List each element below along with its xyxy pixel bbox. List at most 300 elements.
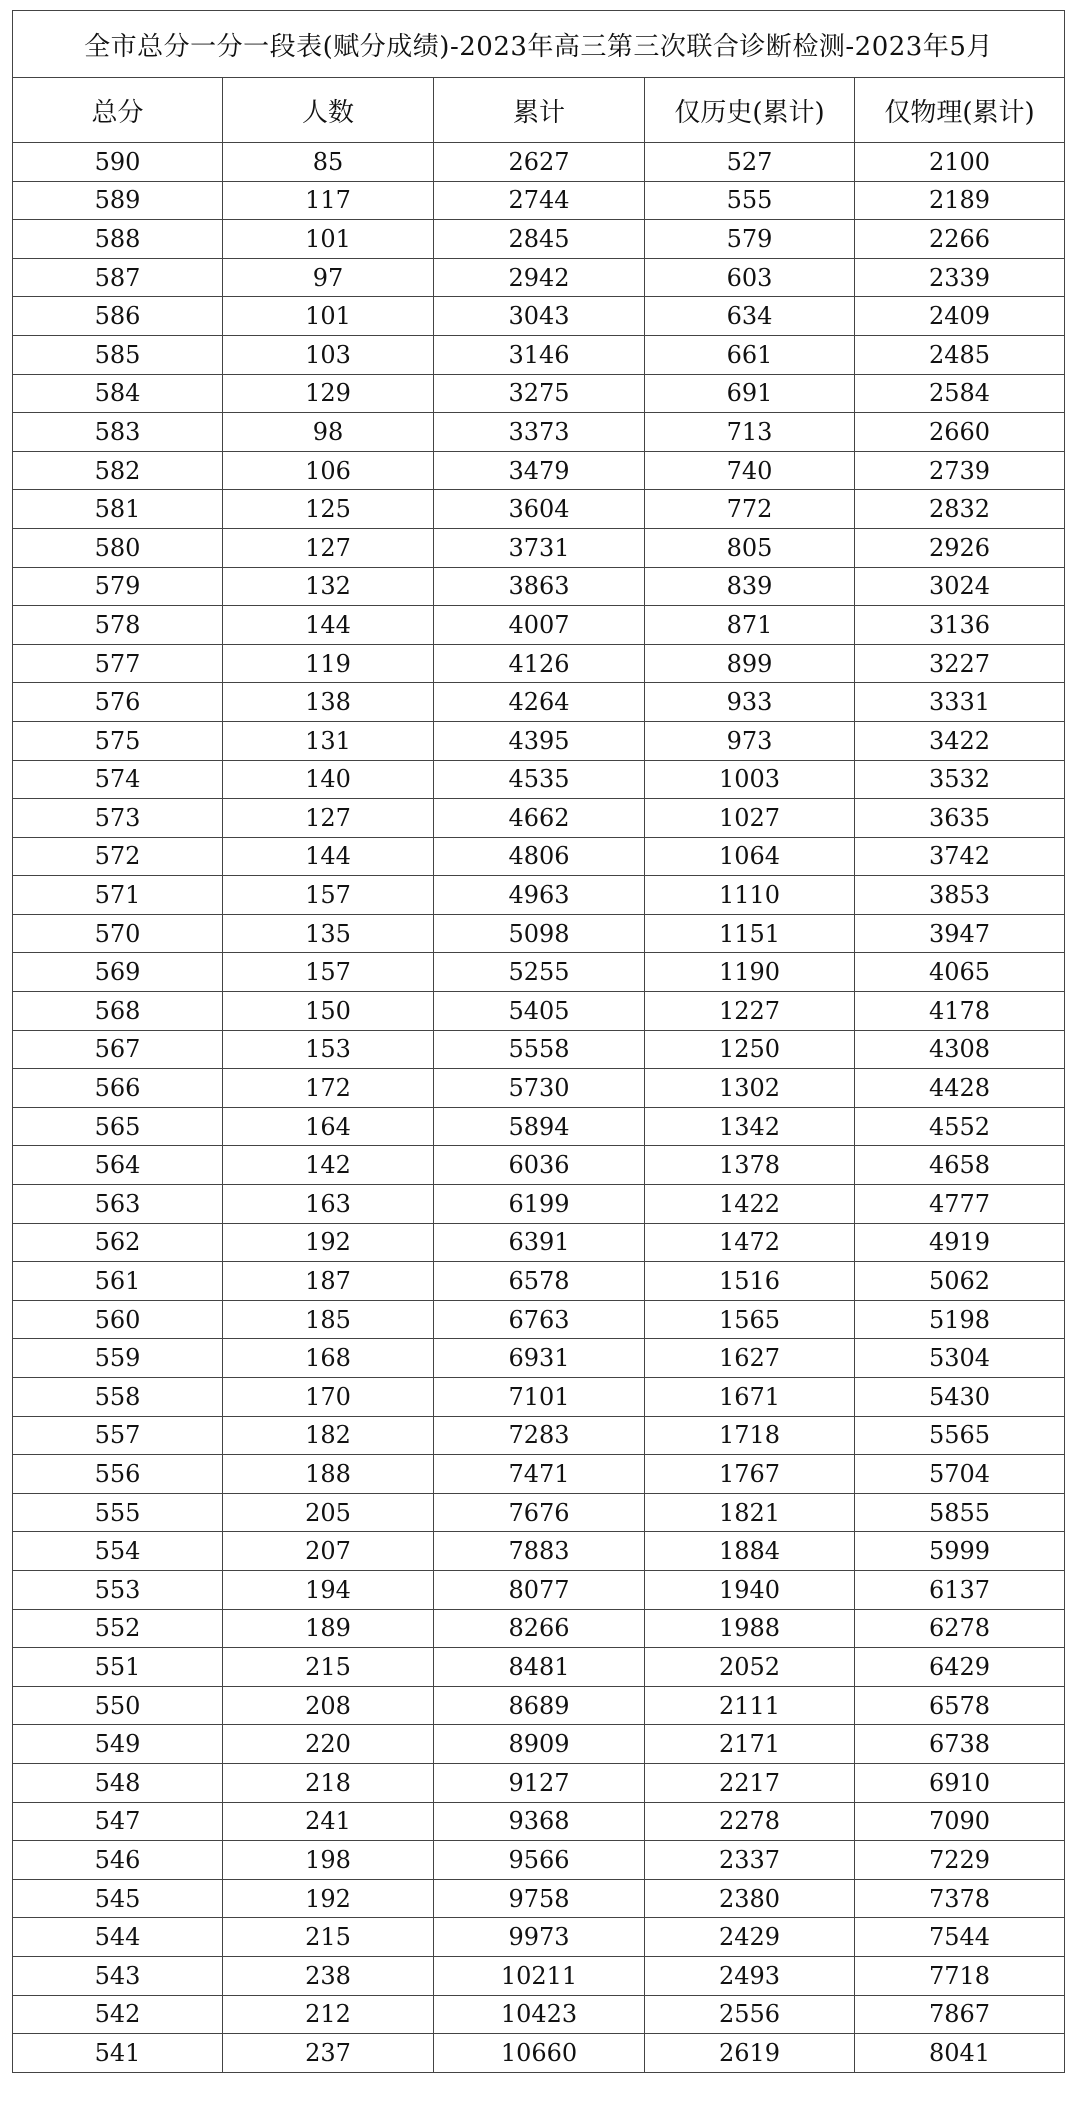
cell-total-score: 555 [13, 1493, 223, 1532]
cell-cumulative: 2627 [434, 143, 645, 182]
cell-physics-cumulative: 7229 [855, 1841, 1065, 1880]
cell-count: 238 [223, 1956, 434, 1995]
table-row [13, 374, 1065, 413]
cell-cumulative: 5558 [434, 1030, 645, 1069]
cell-total-score: 551 [13, 1648, 223, 1687]
cell-count: 125 [223, 490, 434, 529]
cell-total-score: 559 [13, 1339, 223, 1378]
cell-physics-cumulative: 5704 [855, 1455, 1065, 1494]
cell-total-score: 550 [13, 1686, 223, 1725]
table-row [13, 876, 1065, 915]
cell-count: 208 [223, 1686, 434, 1725]
table-row [13, 451, 1065, 490]
cell-count: 85 [223, 143, 434, 182]
cell-count: 140 [223, 760, 434, 799]
table-row [13, 1686, 1065, 1725]
cell-total-score: 543 [13, 1956, 223, 1995]
cell-total-score: 556 [13, 1455, 223, 1494]
cell-history-cumulative: 1472 [645, 1223, 855, 1262]
cell-physics-cumulative: 2266 [855, 220, 1065, 259]
cell-physics-cumulative: 7718 [855, 1956, 1065, 1995]
cell-physics-cumulative: 4428 [855, 1069, 1065, 1108]
cell-cumulative: 4126 [434, 644, 645, 683]
cell-count: 135 [223, 914, 434, 953]
table-row [13, 1995, 1065, 2034]
cell-physics-cumulative: 3532 [855, 760, 1065, 799]
cell-count: 192 [223, 1879, 434, 1918]
cell-cumulative: 4007 [434, 606, 645, 645]
cell-count: 215 [223, 1648, 434, 1687]
table-row [13, 413, 1065, 452]
cell-history-cumulative: 2493 [645, 1956, 855, 1995]
table-row [13, 220, 1065, 259]
cell-history-cumulative: 805 [645, 528, 855, 567]
cell-history-cumulative: 1110 [645, 876, 855, 915]
cell-physics-cumulative: 4658 [855, 1146, 1065, 1185]
table-row [13, 1069, 1065, 1108]
cell-count: 142 [223, 1146, 434, 1185]
cell-count: 132 [223, 567, 434, 606]
cell-history-cumulative: 2556 [645, 1995, 855, 2034]
cell-total-score: 587 [13, 258, 223, 297]
column-header-total-score: 总分 [13, 78, 223, 143]
cell-cumulative: 7283 [434, 1416, 645, 1455]
cell-count: 131 [223, 721, 434, 760]
cell-physics-cumulative: 3742 [855, 837, 1065, 876]
cell-count: 119 [223, 644, 434, 683]
table-row [13, 837, 1065, 876]
cell-count: 98 [223, 413, 434, 452]
table-row [13, 181, 1065, 220]
cell-physics-cumulative: 5855 [855, 1493, 1065, 1532]
cell-physics-cumulative: 4552 [855, 1107, 1065, 1146]
cell-physics-cumulative: 6429 [855, 1648, 1065, 1687]
cell-count: 241 [223, 1802, 434, 1841]
cell-cumulative: 9758 [434, 1879, 645, 1918]
cell-count: 144 [223, 837, 434, 876]
table-row [13, 1609, 1065, 1648]
table-row [13, 721, 1065, 760]
cell-cumulative: 3731 [434, 528, 645, 567]
cell-cumulative: 2744 [434, 181, 645, 220]
cell-cumulative: 9566 [434, 1841, 645, 1880]
cell-total-score: 546 [13, 1841, 223, 1880]
cell-cumulative: 3479 [434, 451, 645, 490]
table-row [13, 1493, 1065, 1532]
table-row [13, 683, 1065, 722]
cell-history-cumulative: 1027 [645, 799, 855, 838]
cell-total-score: 572 [13, 837, 223, 876]
cell-total-score: 545 [13, 1879, 223, 1918]
cell-physics-cumulative: 4308 [855, 1030, 1065, 1069]
cell-physics-cumulative: 7090 [855, 1802, 1065, 1841]
cell-history-cumulative: 579 [645, 220, 855, 259]
cell-total-score: 575 [13, 721, 223, 760]
cell-total-score: 554 [13, 1532, 223, 1571]
cell-cumulative: 4535 [434, 760, 645, 799]
cell-physics-cumulative: 2189 [855, 181, 1065, 220]
cell-physics-cumulative: 3136 [855, 606, 1065, 645]
cell-total-score: 579 [13, 567, 223, 606]
cell-count: 138 [223, 683, 434, 722]
table-row [13, 1841, 1065, 1880]
table-row [13, 644, 1065, 683]
cell-history-cumulative: 899 [645, 644, 855, 683]
table-row [13, 567, 1065, 606]
column-header-cumulative: 累计 [434, 78, 645, 143]
cell-history-cumulative: 1627 [645, 1339, 855, 1378]
cell-physics-cumulative: 7867 [855, 1995, 1065, 2034]
cell-count: 103 [223, 335, 434, 374]
cell-history-cumulative: 772 [645, 490, 855, 529]
cell-count: 163 [223, 1185, 434, 1224]
cell-cumulative: 4264 [434, 683, 645, 722]
table-row [13, 1956, 1065, 1995]
cell-physics-cumulative: 2660 [855, 413, 1065, 452]
cell-history-cumulative: 1565 [645, 1300, 855, 1339]
cell-physics-cumulative: 7544 [855, 1918, 1065, 1957]
cell-physics-cumulative: 3853 [855, 876, 1065, 915]
cell-history-cumulative: 839 [645, 567, 855, 606]
cell-physics-cumulative: 3422 [855, 721, 1065, 760]
cell-history-cumulative: 1988 [645, 1609, 855, 1648]
cell-total-score: 561 [13, 1262, 223, 1301]
cell-history-cumulative: 2217 [645, 1763, 855, 1802]
cell-total-score: 548 [13, 1763, 223, 1802]
table-row [13, 1532, 1065, 1571]
cell-cumulative: 8266 [434, 1609, 645, 1648]
cell-physics-cumulative: 3947 [855, 914, 1065, 953]
table-row [13, 490, 1065, 529]
cell-cumulative: 4662 [434, 799, 645, 838]
cell-count: 106 [223, 451, 434, 490]
cell-count: 187 [223, 1262, 434, 1301]
cell-cumulative: 6036 [434, 1146, 645, 1185]
cell-history-cumulative: 1064 [645, 837, 855, 876]
cell-total-score: 581 [13, 490, 223, 529]
cell-count: 189 [223, 1609, 434, 1648]
cell-physics-cumulative: 5198 [855, 1300, 1065, 1339]
cell-physics-cumulative: 6738 [855, 1725, 1065, 1764]
cell-cumulative: 2942 [434, 258, 645, 297]
cell-cumulative: 10423 [434, 1995, 645, 2034]
cell-history-cumulative: 1250 [645, 1030, 855, 1069]
cell-total-score: 570 [13, 914, 223, 953]
cell-total-score: 560 [13, 1300, 223, 1339]
cell-physics-cumulative: 2739 [855, 451, 1065, 490]
table-row [13, 799, 1065, 838]
cell-physics-cumulative: 5062 [855, 1262, 1065, 1301]
cell-total-score: 565 [13, 1107, 223, 1146]
cell-history-cumulative: 634 [645, 297, 855, 336]
cell-total-score: 552 [13, 1609, 223, 1648]
cell-cumulative: 5894 [434, 1107, 645, 1146]
cell-physics-cumulative: 2485 [855, 335, 1065, 374]
cell-count: 127 [223, 799, 434, 838]
cell-cumulative: 3863 [434, 567, 645, 606]
cell-history-cumulative: 603 [645, 258, 855, 297]
table-row [13, 1648, 1065, 1687]
cell-physics-cumulative: 2584 [855, 374, 1065, 413]
cell-physics-cumulative: 3331 [855, 683, 1065, 722]
cell-total-score: 573 [13, 799, 223, 838]
cell-total-score: 569 [13, 953, 223, 992]
cell-count: 168 [223, 1339, 434, 1378]
cell-cumulative: 9368 [434, 1802, 645, 1841]
table-row [13, 1030, 1065, 1069]
cell-count: 117 [223, 181, 434, 220]
cell-cumulative: 7101 [434, 1378, 645, 1417]
cell-cumulative: 7676 [434, 1493, 645, 1532]
table-row [13, 1339, 1065, 1378]
table-row [13, 143, 1065, 182]
cell-count: 185 [223, 1300, 434, 1339]
score-table-sheet [12, 10, 1064, 2073]
cell-physics-cumulative: 2100 [855, 143, 1065, 182]
table-row [13, 606, 1065, 645]
cell-cumulative: 8481 [434, 1648, 645, 1687]
cell-total-score: 585 [13, 335, 223, 374]
cell-total-score: 558 [13, 1378, 223, 1417]
table-body [13, 143, 1065, 2073]
cell-total-score: 589 [13, 181, 223, 220]
cell-total-score: 588 [13, 220, 223, 259]
cell-history-cumulative: 1342 [645, 1107, 855, 1146]
cell-total-score: 564 [13, 1146, 223, 1185]
cell-total-score: 580 [13, 528, 223, 567]
cell-cumulative: 7883 [434, 1532, 645, 1571]
cell-history-cumulative: 1378 [645, 1146, 855, 1185]
cell-cumulative: 9973 [434, 1918, 645, 1957]
table-row [13, 335, 1065, 374]
table-row [13, 953, 1065, 992]
cell-history-cumulative: 661 [645, 335, 855, 374]
cell-count: 237 [223, 2034, 434, 2073]
cell-physics-cumulative: 4065 [855, 953, 1065, 992]
column-header-history-cumulative: 仅历史(累计) [645, 78, 855, 143]
cell-history-cumulative: 1227 [645, 992, 855, 1031]
cell-count: 194 [223, 1570, 434, 1609]
cell-physics-cumulative: 5304 [855, 1339, 1065, 1378]
cell-cumulative: 10211 [434, 1956, 645, 1995]
cell-count: 127 [223, 528, 434, 567]
cell-history-cumulative: 1516 [645, 1262, 855, 1301]
cell-cumulative: 6578 [434, 1262, 645, 1301]
cell-cumulative: 5405 [434, 992, 645, 1031]
cell-cumulative: 3604 [434, 490, 645, 529]
cell-history-cumulative: 2337 [645, 1841, 855, 1880]
cell-physics-cumulative: 5565 [855, 1416, 1065, 1455]
cell-physics-cumulative: 5999 [855, 1532, 1065, 1571]
cell-cumulative: 5255 [434, 953, 645, 992]
cell-history-cumulative: 555 [645, 181, 855, 220]
cell-total-score: 553 [13, 1570, 223, 1609]
cell-count: 97 [223, 258, 434, 297]
cell-history-cumulative: 1821 [645, 1493, 855, 1532]
cell-cumulative: 3275 [434, 374, 645, 413]
cell-cumulative: 2845 [434, 220, 645, 259]
cell-total-score: 574 [13, 760, 223, 799]
cell-history-cumulative: 740 [645, 451, 855, 490]
cell-history-cumulative: 933 [645, 683, 855, 722]
cell-count: 157 [223, 953, 434, 992]
cell-history-cumulative: 2380 [645, 1879, 855, 1918]
cell-count: 101 [223, 297, 434, 336]
table-row [13, 760, 1065, 799]
table-row [13, 1725, 1065, 1764]
cell-total-score: 571 [13, 876, 223, 915]
cell-cumulative: 8077 [434, 1570, 645, 1609]
table-row [13, 258, 1065, 297]
cell-total-score: 590 [13, 143, 223, 182]
cell-history-cumulative: 1302 [645, 1069, 855, 1108]
cell-physics-cumulative: 5430 [855, 1378, 1065, 1417]
cell-history-cumulative: 2429 [645, 1918, 855, 1957]
cell-physics-cumulative: 3635 [855, 799, 1065, 838]
cell-physics-cumulative: 2926 [855, 528, 1065, 567]
cell-count: 215 [223, 1918, 434, 1957]
cell-cumulative: 6199 [434, 1185, 645, 1224]
cell-history-cumulative: 1003 [645, 760, 855, 799]
cell-cumulative: 6931 [434, 1339, 645, 1378]
cell-cumulative: 9127 [434, 1763, 645, 1802]
table-row [13, 297, 1065, 336]
cell-cumulative: 3146 [434, 335, 645, 374]
cell-cumulative: 4395 [434, 721, 645, 760]
cell-history-cumulative: 1190 [645, 953, 855, 992]
cell-cumulative: 3043 [434, 297, 645, 336]
cell-count: 212 [223, 1995, 434, 2034]
table-title: 全市总分一分一段表(赋分成绩)-2023年高三第三次联合诊断检测-2023年5月 [13, 11, 1065, 78]
cell-count: 150 [223, 992, 434, 1031]
cell-cumulative: 10660 [434, 2034, 645, 2073]
cell-count: 172 [223, 1069, 434, 1108]
cell-physics-cumulative: 4178 [855, 992, 1065, 1031]
cell-physics-cumulative: 4919 [855, 1223, 1065, 1262]
cell-count: 101 [223, 220, 434, 259]
cell-total-score: 582 [13, 451, 223, 490]
cell-cumulative: 8909 [434, 1725, 645, 1764]
cell-total-score: 583 [13, 413, 223, 452]
cell-cumulative: 3373 [434, 413, 645, 452]
cell-history-cumulative: 1767 [645, 1455, 855, 1494]
cell-count: 205 [223, 1493, 434, 1532]
cell-count: 207 [223, 1532, 434, 1571]
cell-count: 164 [223, 1107, 434, 1146]
cell-cumulative: 7471 [434, 1455, 645, 1494]
cell-cumulative: 8689 [434, 1686, 645, 1725]
cell-count: 153 [223, 1030, 434, 1069]
cell-physics-cumulative: 7378 [855, 1879, 1065, 1918]
cell-history-cumulative: 713 [645, 413, 855, 452]
cell-count: 170 [223, 1378, 434, 1417]
cell-total-score: 544 [13, 1918, 223, 1957]
cell-physics-cumulative: 8041 [855, 2034, 1065, 2073]
cell-history-cumulative: 871 [645, 606, 855, 645]
cell-count: 198 [223, 1841, 434, 1880]
cell-cumulative: 6391 [434, 1223, 645, 1262]
table-row [13, 1416, 1065, 1455]
cell-total-score: 577 [13, 644, 223, 683]
cell-physics-cumulative: 2339 [855, 258, 1065, 297]
cell-history-cumulative: 2111 [645, 1686, 855, 1725]
cell-total-score: 567 [13, 1030, 223, 1069]
table-row [13, 1802, 1065, 1841]
table-row [13, 1262, 1065, 1301]
cell-history-cumulative: 1151 [645, 914, 855, 953]
cell-count: 188 [223, 1455, 434, 1494]
cell-total-score: 542 [13, 1995, 223, 2034]
cell-total-score: 557 [13, 1416, 223, 1455]
cell-cumulative: 4806 [434, 837, 645, 876]
cell-physics-cumulative: 4777 [855, 1185, 1065, 1224]
cell-physics-cumulative: 6278 [855, 1609, 1065, 1648]
column-header-physics-cumulative: 仅物理(累计) [855, 78, 1065, 143]
cell-history-cumulative: 2052 [645, 1648, 855, 1687]
cell-cumulative: 5730 [434, 1069, 645, 1108]
score-distribution-table [12, 10, 1065, 2073]
table-row [13, 528, 1065, 567]
table-row [13, 1146, 1065, 1185]
cell-physics-cumulative: 6137 [855, 1570, 1065, 1609]
cell-total-score: 568 [13, 992, 223, 1031]
cell-physics-cumulative: 3227 [855, 644, 1065, 683]
table-row [13, 1763, 1065, 1802]
cell-history-cumulative: 691 [645, 374, 855, 413]
table-row [13, 1300, 1065, 1339]
table-row [13, 1918, 1065, 1957]
column-header-count: 人数 [223, 78, 434, 143]
cell-count: 144 [223, 606, 434, 645]
table-row [13, 2034, 1065, 2073]
cell-count: 192 [223, 1223, 434, 1262]
cell-count: 157 [223, 876, 434, 915]
table-row [13, 1455, 1065, 1494]
cell-cumulative: 5098 [434, 914, 645, 953]
cell-physics-cumulative: 6910 [855, 1763, 1065, 1802]
table-row [13, 992, 1065, 1031]
cell-count: 182 [223, 1416, 434, 1455]
cell-total-score: 578 [13, 606, 223, 645]
cell-count: 220 [223, 1725, 434, 1764]
table-row [13, 1570, 1065, 1609]
table-row [13, 1185, 1065, 1224]
table-row [13, 1107, 1065, 1146]
cell-physics-cumulative: 6578 [855, 1686, 1065, 1725]
cell-total-score: 576 [13, 683, 223, 722]
cell-total-score: 584 [13, 374, 223, 413]
cell-total-score: 566 [13, 1069, 223, 1108]
cell-physics-cumulative: 2832 [855, 490, 1065, 529]
cell-total-score: 586 [13, 297, 223, 336]
cell-total-score: 547 [13, 1802, 223, 1841]
column-header-row [13, 78, 1065, 143]
cell-count: 218 [223, 1763, 434, 1802]
cell-history-cumulative: 973 [645, 721, 855, 760]
table-row [13, 1378, 1065, 1417]
cell-total-score: 563 [13, 1185, 223, 1224]
cell-history-cumulative: 527 [645, 143, 855, 182]
cell-total-score: 541 [13, 2034, 223, 2073]
cell-total-score: 549 [13, 1725, 223, 1764]
cell-cumulative: 4963 [434, 876, 645, 915]
cell-physics-cumulative: 2409 [855, 297, 1065, 336]
cell-history-cumulative: 1940 [645, 1570, 855, 1609]
table-row [13, 914, 1065, 953]
table-row [13, 1879, 1065, 1918]
cell-cumulative: 6763 [434, 1300, 645, 1339]
cell-physics-cumulative: 3024 [855, 567, 1065, 606]
